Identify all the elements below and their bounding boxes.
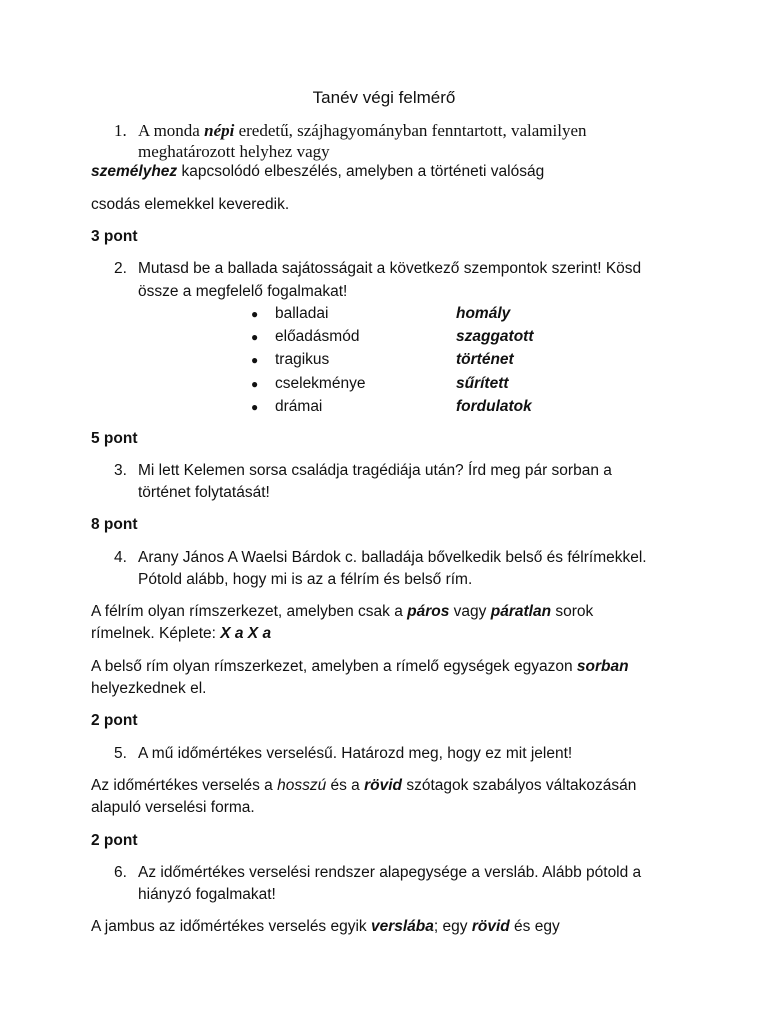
q5-answer-line-1: Az időmértékes verselés a hosszú és a rövid szótagok szabályos váltakozásán: [91, 777, 637, 794]
q3-line-2: történet folytatását!: [138, 484, 270, 501]
q3-line-1: 3. Mi lett Kelemen sorsa családja tragédiája után? Írd meg pár sorban a: [114, 462, 612, 479]
q3-points: 8 pont: [91, 516, 138, 533]
q5-line-1: 5. A mű időmértékes verselésű. Határozd meg, hogy ez mit jelent!: [114, 745, 573, 762]
q2-left-term: előadásmód: [275, 328, 360, 345]
q4-points: 2 pont: [91, 712, 138, 729]
q4-belso-line-2: helyezkednek el.: [91, 680, 207, 697]
q6-answer-line-1: A jambus az időmértékes verselés egyik verslába; egy rövid és egy: [91, 918, 560, 935]
q2-left-term: tragikus: [275, 351, 330, 368]
q4-line-2: Pótold alább, hogy mi is az a félrím és belső rím.: [138, 571, 473, 588]
bullet-icon: ●: [251, 377, 259, 391]
bullet-icon: ●: [251, 330, 259, 344]
q5-points: 2 pont: [91, 832, 138, 849]
q4-felrim-line-2: rímelnek. Képlete: X a X a: [91, 625, 272, 642]
q2-line-2: össze a megfelelő fogalmakat!: [138, 283, 348, 300]
q4-line-1: 4. Arany János A Waelsi Bárdok c. balladája bővelkedik belső és félrímekkel.: [114, 549, 647, 566]
q6-line-1: 6. Az időmértékes verselési rendszer alapegysége a versláb. Alább pótold a: [114, 864, 642, 881]
q2-points: 5 pont: [91, 430, 138, 447]
q2-right-term: történet: [456, 351, 514, 368]
q6-line-2: hiányzó fogalmakat!: [138, 886, 276, 903]
q5-answer-line-2: alapuló verselési forma.: [91, 799, 255, 816]
q2-right-term: homály: [456, 305, 511, 322]
q1-points: 3 pont: [91, 228, 138, 245]
q2-left-term: cselekménye: [275, 375, 366, 392]
bullet-icon: ●: [251, 307, 259, 321]
q2-line-1: 2. Mutasd be a ballada sajátosságait a következő szempontok szerint! Kösd: [114, 260, 642, 277]
q1-line-3: személyhez kapcsolódó elbeszélés, amelyben a történeti valóság: [91, 163, 545, 180]
bullet-icon: ●: [251, 400, 259, 414]
q2-right-term: sűrített: [456, 375, 509, 392]
q4-belso-line-1: A belső rím olyan rímszerkezet, amelyben a rímelő egységek egyazon sorban: [91, 658, 629, 675]
document-title: Tanév végi felmérő: [312, 88, 456, 107]
q2-left-term: drámai: [275, 398, 323, 415]
q2-right-term: fordulatok: [456, 398, 532, 415]
bullet-icon: ●: [251, 353, 259, 367]
q4-felrim-line-1: A félrím olyan rímszerkezet, amelyben csak a páros vagy páratlan sorok: [91, 603, 594, 620]
q1-line-1: 1. A monda népi eredetű, szájhagyományban fenntartott, valamilyen: [114, 121, 587, 140]
q1-line-4: csodás elemekkel keveredik.: [91, 196, 290, 213]
q1-line-2: meghatározott helyhez vagy: [138, 142, 330, 161]
q2-right-term: szaggatott: [456, 328, 534, 345]
q2-left-term: balladai: [275, 305, 329, 322]
